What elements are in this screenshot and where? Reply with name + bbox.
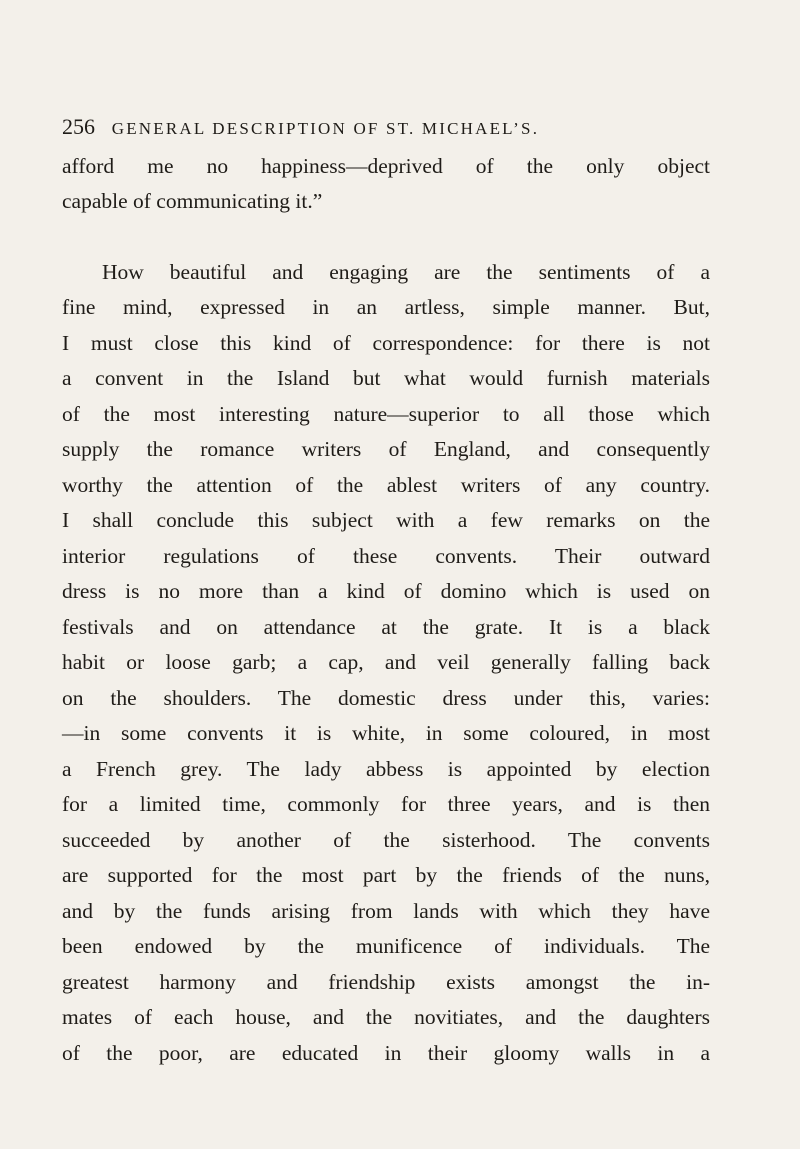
text-line: of the most interesting nature—superior to all those which (62, 402, 710, 426)
text-line: dress is no more than a kind of domino which is used on (62, 579, 710, 603)
running-head (62, 112, 742, 142)
text-line: of the poor, are educated in their gloomy walls in a (62, 1041, 710, 1065)
text-line: greatest harmony and friendship exists amongst the in- (62, 970, 710, 994)
text-line: capable of communicating it.” (62, 189, 323, 213)
paragraph-first-line: How beautiful and engaging are the sentiments of a (102, 260, 710, 284)
running-title: GENERAL DESCRIPTION OF ST. MICHAEL’S. (111, 119, 540, 138)
text-line: fine mind, expressed in an artless, simple manner. But, (62, 295, 710, 319)
text-line: been endowed by the munificence of individuals. The (62, 934, 710, 958)
text-line: for a limited time, commonly for three years, and is then (62, 792, 710, 816)
text-line: habit or loose garb; a cap, and veil generally falling back (62, 650, 710, 674)
text-line: succeeded by another of the sisterhood. The convents (62, 828, 710, 852)
text-line: a convent in the Island but what would furnish materials (62, 366, 710, 390)
text-line: afford me no happiness—deprived of the only object (62, 154, 710, 178)
text-line: worthy the attention of the ablest writers of any country. (62, 473, 710, 497)
text-line: —in some convents it is white, in some coloured, in most (62, 721, 710, 745)
text-line: and by the funds arising from lands with which they have (62, 899, 710, 923)
text-line: interior regulations of these convents. Their outward (62, 544, 710, 568)
text-line: supply the romance writers of England, and consequently (62, 437, 710, 461)
text-line: mates of each house, and the novitiates, and the daughters (62, 1005, 710, 1029)
text-line: a French grey. The lady abbess is appointed by election (62, 757, 710, 781)
text-line: festivals and on attendance at the grate. It is a black (62, 615, 710, 639)
page-number: 256 (62, 114, 95, 139)
text-line: I shall conclude this subject with a few remarks on the (62, 508, 710, 532)
text-line: on the shoulders. The domestic dress under this, varies: (62, 686, 710, 710)
text-line: I must close this kind of correspondence: for there is not (62, 331, 710, 355)
text-line: are supported for the most part by the friends of the nuns, (62, 863, 710, 887)
